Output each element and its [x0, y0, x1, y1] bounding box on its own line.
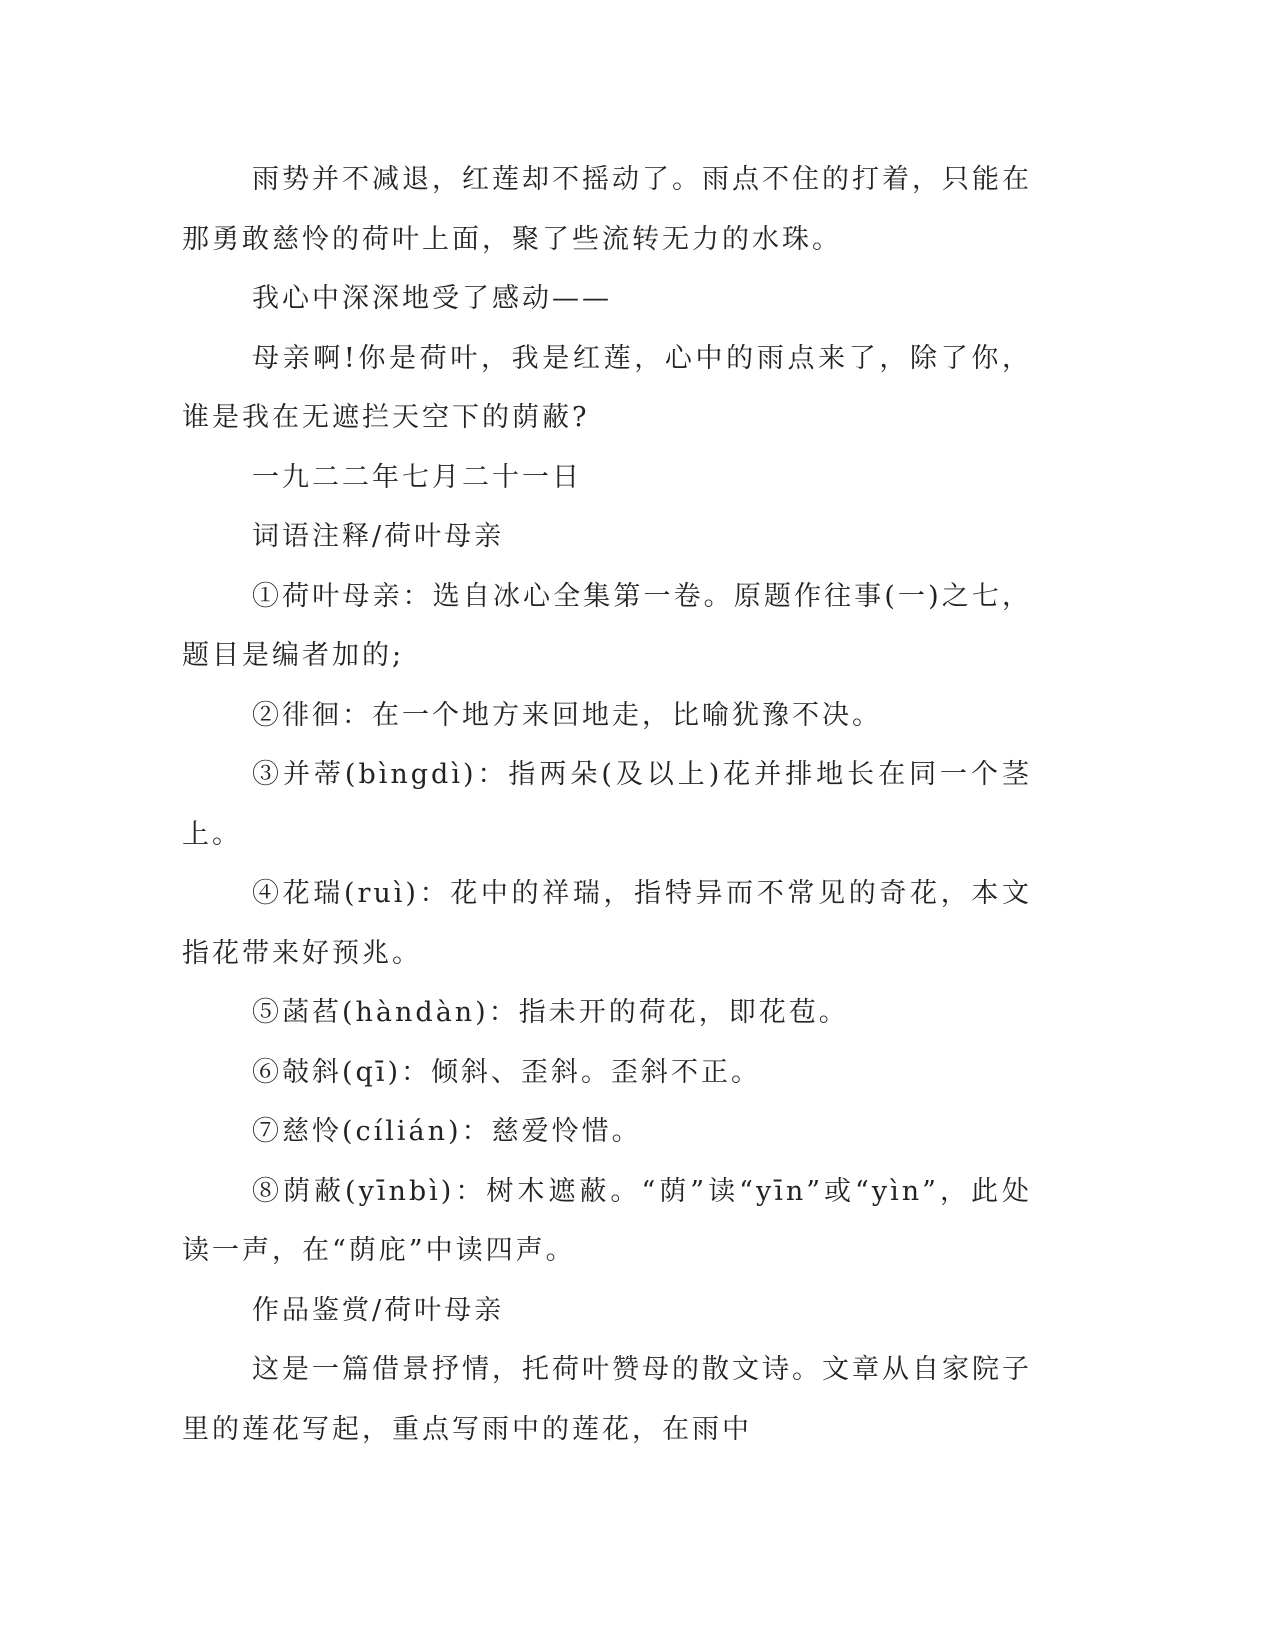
document-page: [182, 150, 1032, 1459]
annotation-2: ②徘徊：在一个地方来回地走，比喻犹豫不决。: [252, 699, 882, 731]
section-heading-appreciation: 作品鉴赏/荷叶母亲: [252, 1294, 505, 1326]
paragraph-rain: 雨势并不减退，红莲却不摇动了。雨点不住的打着，只能在那勇敢慈怜的荷叶上面，聚了些流转无力的水珠。: [182, 164, 1032, 255]
paragraph-date: 一九二二年七月二十一日: [252, 461, 582, 493]
section-heading-annotations: 词语注释/荷叶母亲: [252, 521, 505, 552]
annotation-8: ⑧荫蔽(yīnbì)：树木遮蔽。“荫”读“yīn”或“yìn”，此处读一声，在“荫庇”中读四声。: [182, 1175, 1032, 1266]
annotation-5: ⑤菡萏(hàndàn)：指未开的荷花，即花苞。: [252, 997, 849, 1028]
annotation-1: ①荷叶母亲：选自冰心全集第一卷。原题作往事(一)之七，题目是编者加的;: [182, 580, 1032, 671]
annotation-4: ④花瑞(ruì)：花中的祥瑞，指特异而不常见的奇花，本文指花带来好预兆。: [182, 878, 1032, 969]
paragraph-mother: 母亲啊!你是荷叶，我是红莲，心中的雨点来了，除了你，谁是我在无遮拦天空下的荫蔽?: [182, 342, 1032, 433]
annotation-6: ⑥攲斜(qī)：倾斜、歪斜。歪斜不正。: [252, 1056, 761, 1088]
paragraph-appreciation: 这是一篇借景抒情，托荷叶赞母的散文诗。文章从自家院子里的莲花写起，重点写雨中的莲花，在雨中: [182, 1354, 1032, 1445]
annotation-3: ③并蒂(bìngdì)：指两朵(及以上)花并排地长在同一个茎上。: [182, 759, 1032, 850]
annotation-7: ⑦慈怜(cílián)：慈爱怜惜。: [252, 1116, 642, 1147]
paragraph-moved: 我心中深深地受了感动——: [252, 283, 612, 314]
